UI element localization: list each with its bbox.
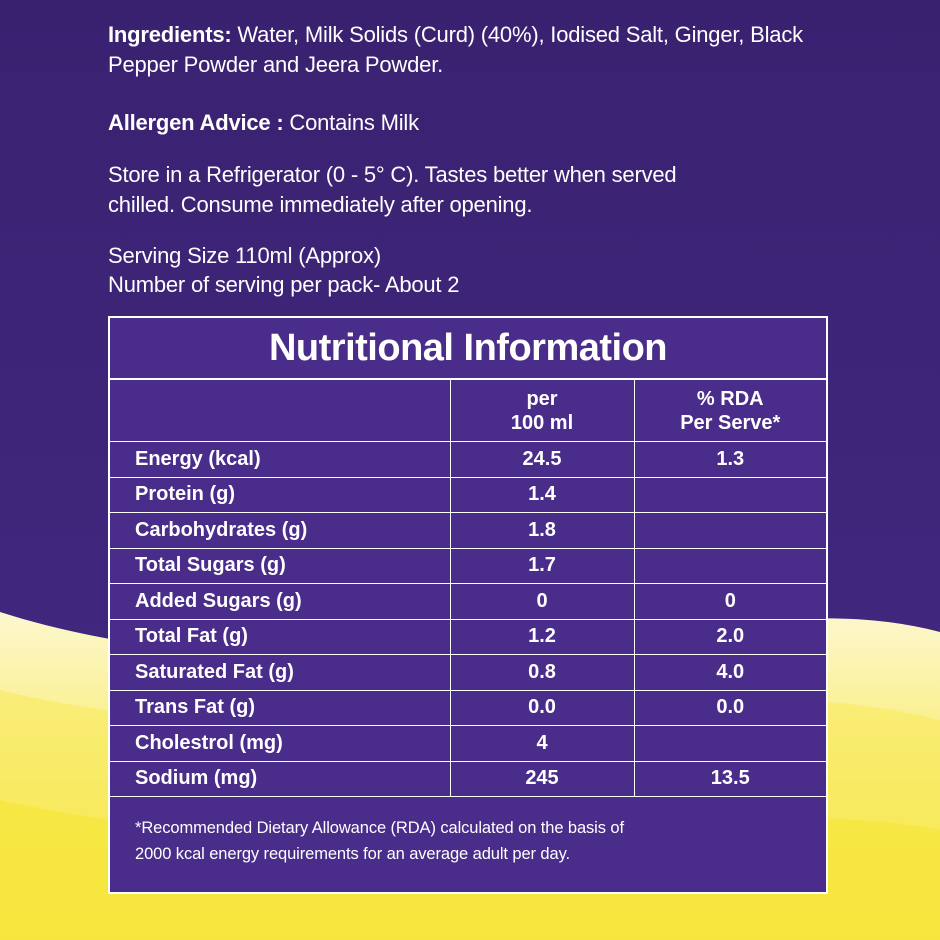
nutrition-table: [110, 380, 826, 797]
table-header-row: [110, 380, 826, 442]
header-rda-line2: Per Serve*: [680, 411, 781, 434]
nutrition-title: Nutritional Information: [110, 318, 826, 380]
table-row: [110, 477, 826, 513]
nutrition-table-box: [108, 316, 828, 894]
header-per-100ml: [450, 380, 634, 442]
value-per-100ml: 4: [450, 726, 634, 762]
header-per-line1: per: [526, 387, 558, 410]
allergen-advice: [108, 108, 419, 138]
nutrient-name: Trans Fat (g): [110, 690, 450, 726]
value-per-100ml: 0.0: [450, 690, 634, 726]
nutrient-name: Total Fat (g): [110, 619, 450, 655]
table-row: [110, 761, 826, 797]
nutrient-name: Added Sugars (g): [110, 584, 450, 620]
header-rda: [634, 380, 826, 442]
footnote-line2: 2000 kcal energy requirements for an average adult per day.: [135, 845, 570, 863]
value-rda: [634, 548, 826, 584]
value-rda: 1.3: [634, 442, 826, 478]
nutrient-name: Cholestrol (mg): [110, 726, 450, 762]
value-rda: [634, 477, 826, 513]
value-per-100ml: 0.8: [450, 655, 634, 691]
table-row: [110, 690, 826, 726]
value-per-100ml: 1.2: [450, 619, 634, 655]
ingredients-label: Ingredients:: [108, 22, 232, 47]
value-rda: 2.0: [634, 619, 826, 655]
serving-size: Serving Size 110ml (Approx): [108, 243, 381, 268]
nutrient-name: Saturated Fat (g): [110, 655, 450, 691]
ingredients-list: Water, Milk Solids (Curd) (40%), Iodised Salt, Ginger, Black Pepper Powder and Jeera Powder.: [108, 22, 803, 77]
value-per-100ml: 1.4: [450, 477, 634, 513]
value-rda: 4.0: [634, 655, 826, 691]
value-rda: 0: [634, 584, 826, 620]
header-per-line2: 100 ml: [510, 411, 574, 434]
header-rda-line1: % RDA: [696, 387, 764, 410]
nutrient-name: Carbohydrates (g): [110, 513, 450, 549]
allergen-label: Allergen Advice :: [108, 110, 284, 135]
footnote-line1: *Recommended Dietary Allowance (RDA) calculated on the basis of: [135, 819, 624, 837]
table-row: [110, 584, 826, 620]
table-row: [110, 655, 826, 691]
value-rda: [634, 726, 826, 762]
value-per-100ml: 245: [450, 761, 634, 797]
nutrient-name: Energy (kcal): [110, 442, 450, 478]
servings-per-pack: Number of serving per pack- About 2: [108, 272, 460, 297]
value-rda: 0.0: [634, 690, 826, 726]
value-per-100ml: 1.7: [450, 548, 634, 584]
nutrient-name: Protein (g): [110, 477, 450, 513]
table-row: [110, 619, 826, 655]
value-per-100ml: 0: [450, 584, 634, 620]
value-rda: [634, 513, 826, 549]
value-per-100ml: 1.8: [450, 513, 634, 549]
serving-info: [108, 241, 459, 299]
nutrient-name: Total Sugars (g): [110, 548, 450, 584]
table-row: [110, 548, 826, 584]
value-per-100ml: 24.5: [450, 442, 634, 478]
header-nutrient: [110, 380, 450, 442]
value-rda: 13.5: [634, 761, 826, 797]
rda-footnote: [110, 797, 826, 867]
table-row: [110, 513, 826, 549]
ingredients-text: [108, 20, 828, 80]
allergen-value: Contains Milk: [283, 110, 419, 135]
table-row: [110, 442, 826, 478]
nutrient-name: Sodium (mg): [110, 761, 450, 797]
storage-instructions: Store in a Refrigerator (0 - 5° C). Tastes better when served chilled. Consume immediately after opening.: [108, 162, 677, 217]
table-row: [110, 726, 826, 762]
